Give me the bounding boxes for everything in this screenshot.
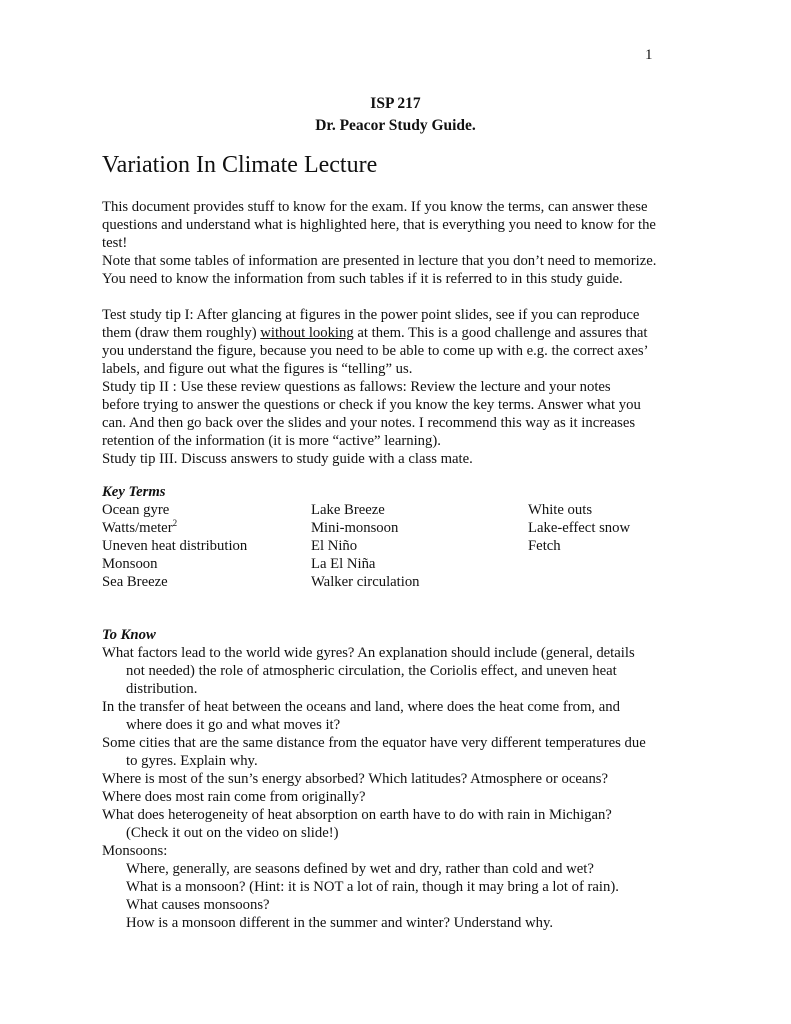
- tip-line: Study tip II : Use these review questions as fallows: Review the lecture and your notes: [102, 379, 611, 395]
- question: Where is most of the sun’s energy absorbed? Which latitudes? Atmosphere or oceans?: [102, 771, 609, 787]
- intro-line: You need to know the information from such tables if it is referred to in this study guide.: [102, 271, 623, 287]
- question: In the transfer of heat between the oceans and land, where does the heat come from, and: [102, 699, 620, 715]
- question: Some cities that are the same distance from the equator have very different temperatures due: [102, 735, 646, 751]
- monsoon-question: How is a monsoon different in the summer and winter? Understand why.: [126, 915, 554, 931]
- underlined-phrase: without looking: [260, 325, 354, 341]
- key-term: [102, 519, 247, 537]
- tip-line: [102, 324, 697, 342]
- key-term: Uneven heat distribution: [102, 538, 248, 554]
- guide-subtitle: Dr. Peacor Study Guide.: [315, 117, 476, 134]
- question-continuation: distribution.: [126, 681, 198, 697]
- question: What factors lead to the world wide gyres? An explanation should include (general, details: [102, 645, 635, 661]
- question-continuation: to gyres. Explain why.: [126, 753, 258, 769]
- tip-line: can. And then go back over the slides and your notes. I recommend this way as it increases: [102, 415, 636, 431]
- superscript: 2: [172, 518, 178, 528]
- key-term: Walker circulation: [311, 574, 420, 590]
- tip-line: Study tip III. Discuss answers to study guide with a class mate.: [102, 451, 473, 467]
- key-term: Monsoon: [102, 556, 158, 572]
- key-term: Mini-monsoon: [311, 520, 399, 536]
- key-terms-column-1: [102, 501, 247, 591]
- tip-line: labels, and figure out what the figures is “telling” us.: [102, 361, 413, 377]
- key-term: El Niño: [311, 538, 358, 554]
- question-continuation: (Check it out on the video on slide!): [126, 825, 339, 841]
- monsoon-question: What is a monsoon? (Hint: it is NOT a lot of rain, though it may bring a lot of rain).: [126, 879, 619, 895]
- key-term: La El Niña: [311, 556, 376, 572]
- key-terms-column-3: [528, 501, 630, 555]
- key-term-text: Watts/meter: [102, 520, 173, 536]
- course-code: ISP 217: [370, 95, 421, 112]
- intro-line: questions and understand what is highlighted here, that is everything you need to know for the: [102, 217, 656, 233]
- intro-line: This document provides stuff to know for the exam. If you know the terms, can answer these: [102, 199, 648, 215]
- tip-text: them (draw them roughly): [102, 325, 261, 341]
- monsoon-question: Where, generally, are seasons defined by wet and dry, rather than cold and wet?: [126, 861, 594, 877]
- page-title: Variation In Climate Lecture: [102, 152, 378, 178]
- question: Where does most rain come from originally?: [102, 789, 366, 805]
- study-tips: [102, 306, 697, 468]
- to-know-section: [102, 626, 722, 932]
- monsoon-question: What causes monsoons?: [126, 897, 270, 913]
- intro-line: test!: [102, 235, 128, 251]
- intro-paragraph: [102, 198, 697, 288]
- to-know-heading: To Know: [102, 627, 156, 643]
- question-continuation: not needed) the role of atmospheric circulation, the Coriolis effect, and uneven heat: [126, 663, 617, 679]
- tip-text: at them. This is a good challenge and assures that: [353, 325, 648, 341]
- page-number: 1: [645, 47, 653, 63]
- intro-line: Note that some tables of information are presented in lecture that you don’t need to memorize.: [102, 253, 657, 269]
- tip-line: Test study tip I: After glancing at figures in the power point slides, see if you can reproduce: [102, 307, 640, 323]
- tip-line: retention of the information (it is more “active” learning).: [102, 433, 441, 449]
- key-terms-section: [102, 483, 631, 590]
- tip-line: you understand the figure, because you need to be able to come up with e.g. the correct axes’: [102, 343, 649, 359]
- key-term: Lake Breeze: [311, 502, 385, 518]
- key-term: Lake-effect snow: [528, 520, 631, 536]
- key-terms-column-2: [311, 501, 420, 591]
- key-term: Sea Breeze: [102, 574, 168, 590]
- tip-line: before trying to answer the questions or check if you know the key terms. Answer what you: [102, 397, 641, 413]
- monsoons-label: Monsoons:: [102, 843, 168, 859]
- question: What does heterogeneity of heat absorption on earth have to do with rain in Michigan?: [102, 807, 612, 823]
- key-terms-heading: Key Terms: [102, 484, 166, 500]
- key-term: White outs: [528, 502, 593, 518]
- key-term: Ocean gyre: [102, 502, 170, 518]
- question-continuation: where does it go and what moves it?: [126, 717, 341, 733]
- key-term: Fetch: [528, 538, 561, 554]
